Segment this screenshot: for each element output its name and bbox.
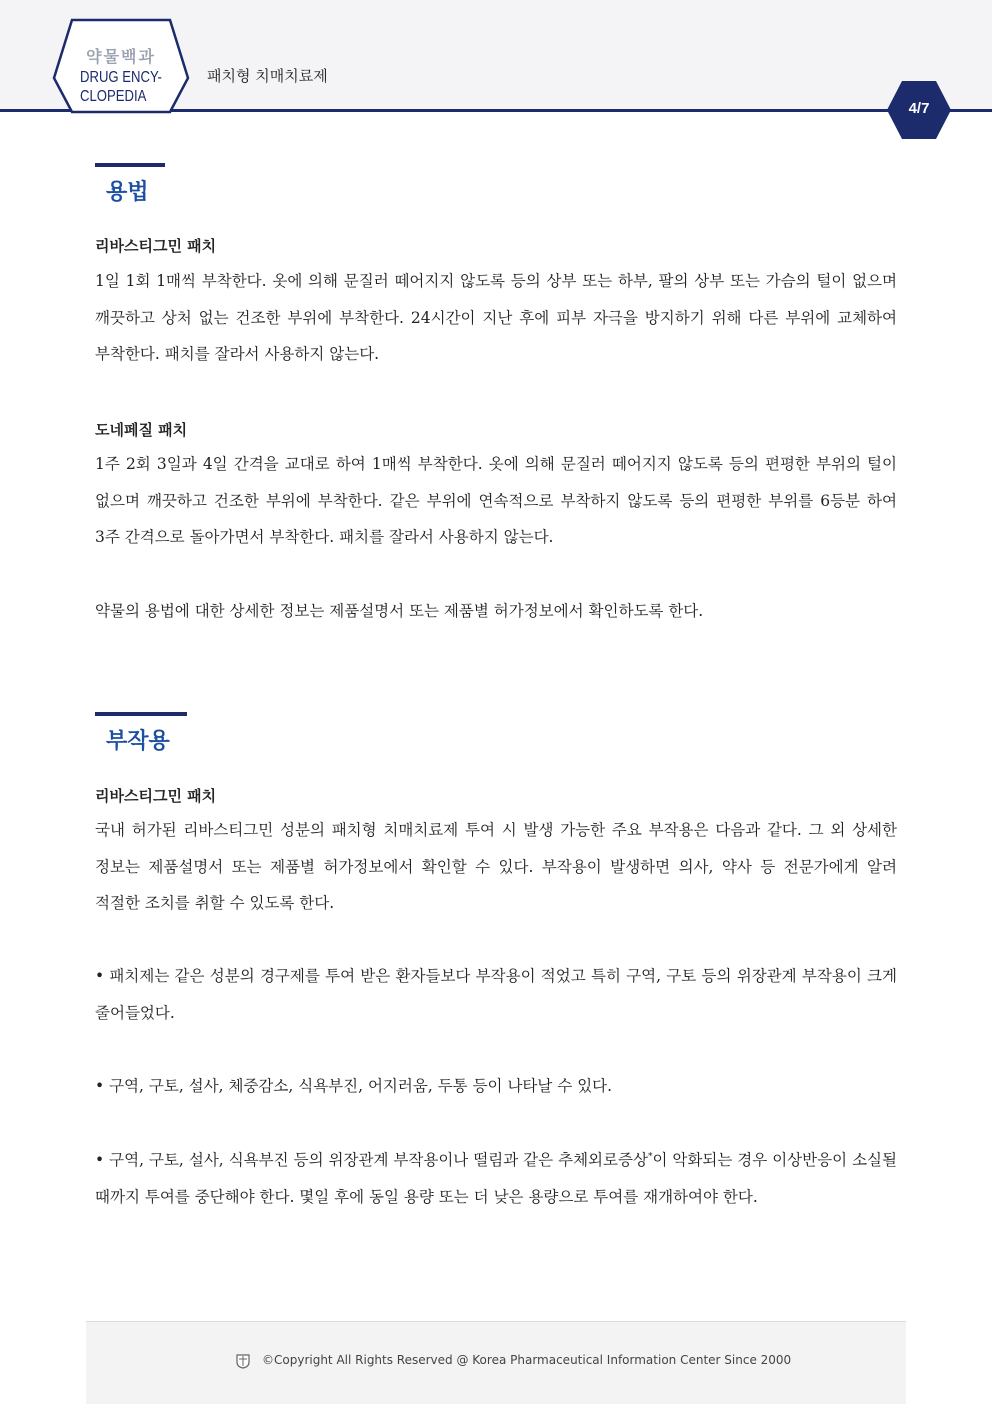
logo-english-line-2: CLOPEDIA xyxy=(80,88,147,105)
logo-english-text xyxy=(80,68,162,106)
bullet-text-part: 이 악화되는 경우 이상반응이 소실될 때까지 투여를 중단해야 한다. 몇일 후에 동일 용량 또는 더 낮은 용량으로 투여를 재개하여야 한다. xyxy=(95,1151,897,1206)
shield-emblem-icon xyxy=(235,1353,251,1369)
bullet-item xyxy=(95,1142,897,1215)
bullet-text-part: • 구역, 구토, 설사, 식욕부진 등의 위장관계 부작용이나 떨림과 같은 추체외로증상 xyxy=(95,1151,648,1169)
subheading-rivastigmine: 리바스티그민 패치 xyxy=(95,787,217,805)
logo-korean-text: 약물백과 xyxy=(86,47,156,66)
subheading-donepezil: 도네페질 패치 xyxy=(95,421,188,439)
footnote-marker: * xyxy=(647,1151,653,1162)
usage-note: 약물의 용법에 대한 상세한 정보는 제품설명서 또는 제품별 허가정보에서 확인하도록 한다. xyxy=(95,602,704,620)
section-title-usage: 용법 xyxy=(106,180,149,205)
document-title: 패치형 치매치료제 xyxy=(207,67,328,85)
page-number-badge xyxy=(886,80,952,140)
copyright-text: ©Copyright All Rights Reserved @ Korea Pharmaceutical Information Center Since 2000 xyxy=(262,1353,792,1367)
page-number: 4/7 xyxy=(908,100,930,117)
section-accent-bar xyxy=(95,712,187,716)
bullet-item: • 구역, 구토, 설사, 체중감소, 식욕부진, 어지러움, 두통 등이 나타날 수 있다. xyxy=(95,1077,613,1095)
logo-english-line-1: DRUG ENCY- xyxy=(80,69,162,86)
paragraph-rivastigmine-usage: 1일 1회 1매씩 부착한다. 옷에 의해 문질러 떼어지지 않도록 등의 상부 또는 하부, 팔의 상부 또는 가슴의 털이 없으며 깨끗하고 상처 없는 건조한 부위에 부착한다. 24시간이 지난 후에 피부 자극을 방지하기 위해 다른 부위에 교체하여 부착한다. 패치를 잘라서 사용하지 않는다. xyxy=(95,272,897,363)
subheading-rivastigmine: 리바스티그민 패치 xyxy=(95,237,217,255)
paragraph-rivastigmine-side-effects: 국내 허가된 리바스티그민 성분의 패치형 치매치료제 투여 시 발생 가능한 주요 부작용은 다음과 같다. 그 외 상세한 정보는 제품설명서 또는 제품별 허가정보에서 확인할 수 있다. 부작용이 발생하면 의사, 약사 등 전문가에게 알려 적절한 조치를 취할 수 있도록 한다. xyxy=(95,821,897,912)
bullet-item: • 패치제는 같은 성분의 경구제를 투여 받은 환자들보다 부작용이 적었고 특히 구역, 구토 등의 위장관계 부작용이 크게 줄어들었다. xyxy=(95,967,897,1022)
site-logo[interactable] xyxy=(52,18,190,114)
section-title-side-effects: 부작용 xyxy=(106,729,170,754)
paragraph-donepezil-usage: 1주 2회 3일과 4일 간격을 교대로 하여 1매씩 부착한다. 옷에 의해 문질러 떼어지지 않도록 등의 편평한 부위의 털이 없으며 깨끗하고 건조한 부위에 부착한다. 같은 부위에 연속적으로 부착하지 않도록 등의 편평한 부위를 6등분 하여 3주 간격으로 돌아가면서 부착한다. 패치를 잘라서 사용하지 않는다. xyxy=(95,455,897,546)
section-accent-bar xyxy=(95,163,165,167)
